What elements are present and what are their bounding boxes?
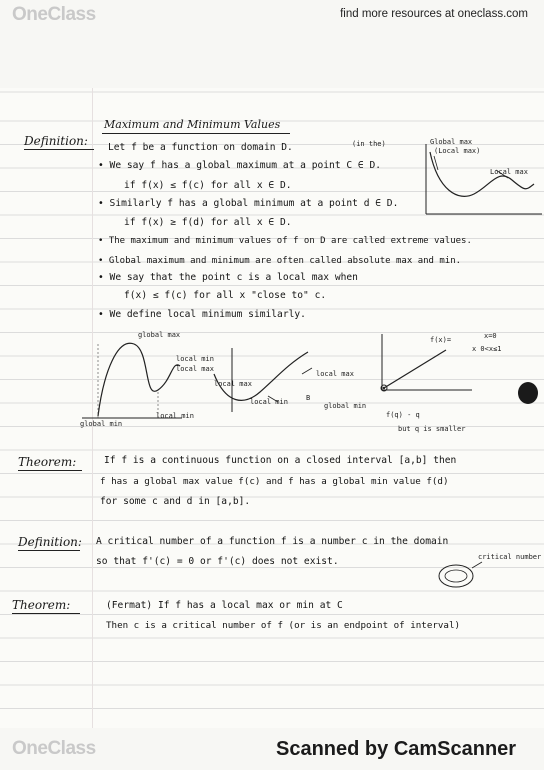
graph-label-global-max: Global max [430,138,473,146]
sketch2-local-max-left: local max [214,380,252,388]
def2-line-1: A critical number of a function f is a number c in the domain [96,536,449,547]
bottom-caption-1: f(q) - q [386,411,420,419]
theorem-label-2: Theorem: [12,598,71,612]
sketch-piecewise [368,330,478,422]
theorem-underline-1 [18,470,82,471]
bottom-caption-2: but q is smaller [398,425,466,433]
title-underline [102,133,290,134]
definition-underline [24,149,94,150]
def1-line-2: • We say f has a global maximum at a point C ∈ D. [98,160,382,171]
graph-label-local-max: Local max [490,168,528,176]
page-curl-mark [518,382,538,404]
piecewise-f: f(x)= [430,336,452,344]
page-header [0,0,544,30]
theorem-underline-2 [12,613,80,614]
definition-label: Definition: [24,134,88,148]
sketch1-global-max: global max [138,331,181,339]
notes-title: Maximum and Minimum Values [104,118,281,131]
def1-line-10: • We define local minimum similarly. [98,309,306,320]
oneclass-logo: OneClass [12,4,96,25]
theorem1-line-1: If f is a continuous function on a closed interval [a,b] then [104,455,457,466]
sketch1-local-min-top: local min [176,355,214,363]
theorem2-line-2: Then c is a critical number of f (or is an endpoint of interval) [106,620,461,631]
sketch1-local-max-top: local max [176,365,214,373]
piecewise-case-2: x 0<x≤1 [472,345,502,353]
camscanner-watermark: Scanned by CamScanner [276,738,517,760]
stamp-circle [436,562,476,590]
def1-line-8: • We say that the point c is a local max when [98,272,358,283]
global-max-sketch [408,140,544,220]
def1-line-6: • The maximum and minimum values of f on D are called extreme values. [98,236,472,246]
promo-link[interactable]: find more resources at oneclass.com [340,8,528,20]
critical-number-note: critical number [478,553,542,561]
graph-label-local-max-paren: (Local max) [434,147,481,155]
sketch2-global-min: global min [324,402,367,410]
theorem-label-1: Theorem: [18,455,77,469]
piecewise-case-1: x=0 [484,332,497,340]
theorem1-line-3: for some c and d in [a,b]. [100,496,251,507]
theorem2-line-1: (Fermat) If f has a local max or min at C [106,600,343,611]
theorem1-line-2: f has a global max value f(c) and f has a global min value f(d) [100,476,449,487]
def1-line-1: Let f be a function on domain D. [108,142,293,153]
def1-aside-note: (in the) [352,140,386,148]
definition-underline-2 [18,550,80,551]
sketch2-local-min: local min [250,398,288,406]
def1-line-5: if f(x) ≥ f(d) for all x ∈ D. [124,217,292,228]
sketch2-local-max: local max [316,370,354,378]
sketch1-global-min: global min [80,420,123,428]
def1-line-9: f(x) ≤ f(c) for all x "close to" c. [124,290,327,301]
sketch2-point-b: B [306,394,311,402]
def1-line-4: • Similarly f has a global minimum at a point d ∈ D. [98,198,399,209]
sketch1-local-min: local min [156,412,194,420]
oneclass-logo-footer: OneClass [12,738,96,759]
def2-line-2: so that f'(c) = 0 or f'(c) does not exist. [96,556,339,567]
definition-label-2: Definition: [18,535,82,549]
def1-line-3: if f(x) ≤ f(c) for all x ∈ D. [124,180,292,191]
def1-line-7: • Global maximum and minimum are often called absolute max and min. [98,256,462,266]
